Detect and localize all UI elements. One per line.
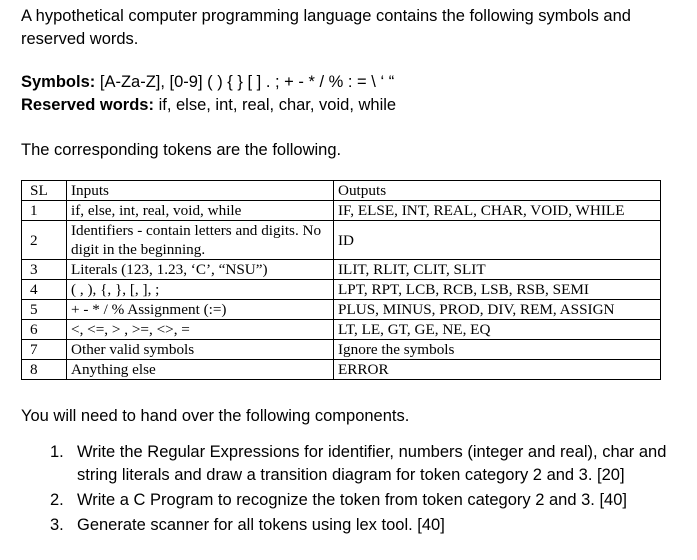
header-inputs: Inputs [67,181,334,201]
symbols-label: Symbols: [21,73,96,91]
table-row [22,280,661,300]
row-outputs: PLUS, MINUS, PROD, DIV, REM, ASSIGN [334,300,661,320]
list-item-text: Generate scanner for all tokens using lex tool. [40] [77,516,445,534]
list-item-text: Write the Regular Expressions for identifier, numbers (integer and real), char and string literals and draw a transition diagram for token category 2 and 3. [20] [77,443,667,484]
row-sl: 6 [22,320,67,340]
symbols-value: [A-Za-Z], [0-9] ( ) { } [ ] . ; + - * / % : = \ ‘ “ [99,73,395,91]
table-row [22,221,661,260]
list-item [40,441,690,487]
tokens-heading: The corresponding tokens are the following. [21,141,342,159]
row-sl: 7 [22,340,67,360]
header-outputs: Outputs [334,181,661,201]
row-inputs: Identifiers - contain letters and digits. No digit in the beginning. [67,221,334,260]
row-sl: 8 [22,360,67,380]
reserved-words-line [21,94,686,117]
row-inputs: + - * / % Assignment (:=) [67,300,334,320]
table-row [22,201,661,221]
row-sl: 4 [22,280,67,300]
row-outputs: LPT, RPT, LCB, RCB, LSB, RSB, SEMI [334,280,661,300]
table-header-row [22,181,661,201]
table-row [22,260,661,280]
list-item-number: 3. [50,516,64,534]
list-item [40,514,690,537]
table-row [22,320,661,340]
reserved-words-value: if, else, int, real, char, void, while [158,96,397,114]
symbols-line [21,71,686,94]
row-inputs: Other valid symbols [67,340,334,360]
row-inputs: ( , ), {, }, [, ], ; [67,280,334,300]
components-list [40,441,690,539]
row-outputs: ID [334,221,661,260]
intro-paragraph: A hypothetical computer programming language contains the following symbols and reserved words. [21,7,631,48]
reserved-words-label: Reserved words: [21,96,154,114]
row-inputs: <, <=, > , >=, <>, = [67,320,334,340]
token-table [21,180,661,380]
row-sl: 3 [22,260,67,280]
row-outputs: Ignore the symbols [334,340,661,360]
handover-paragraph: You will need to hand over the following components. [21,407,410,425]
table-row [22,300,661,320]
row-outputs: ILIT, RLIT, CLIT, SLIT [334,260,661,280]
row-sl: 2 [22,221,67,260]
table-row [22,340,661,360]
row-sl: 5 [22,300,67,320]
table-row [22,360,661,380]
row-outputs: IF, ELSE, INT, REAL, CHAR, VOID, WHILE [334,201,661,221]
list-item-number: 2. [50,491,64,509]
row-inputs: if, else, int, real, void, while [67,201,334,221]
row-outputs: LT, LE, GT, GE, NE, EQ [334,320,661,340]
row-outputs: ERROR [334,360,661,380]
list-item [40,489,690,512]
row-sl: 1 [22,201,67,221]
list-item-text: Write a C Program to recognize the token from token category 2 and 3. [40] [77,491,627,509]
row-inputs: Anything else [67,360,334,380]
list-item-number: 1. [50,443,64,461]
row-inputs: Literals (123, 1.23, ‘C’, “NSU”) [67,260,334,280]
header-sl: SL [22,181,67,201]
